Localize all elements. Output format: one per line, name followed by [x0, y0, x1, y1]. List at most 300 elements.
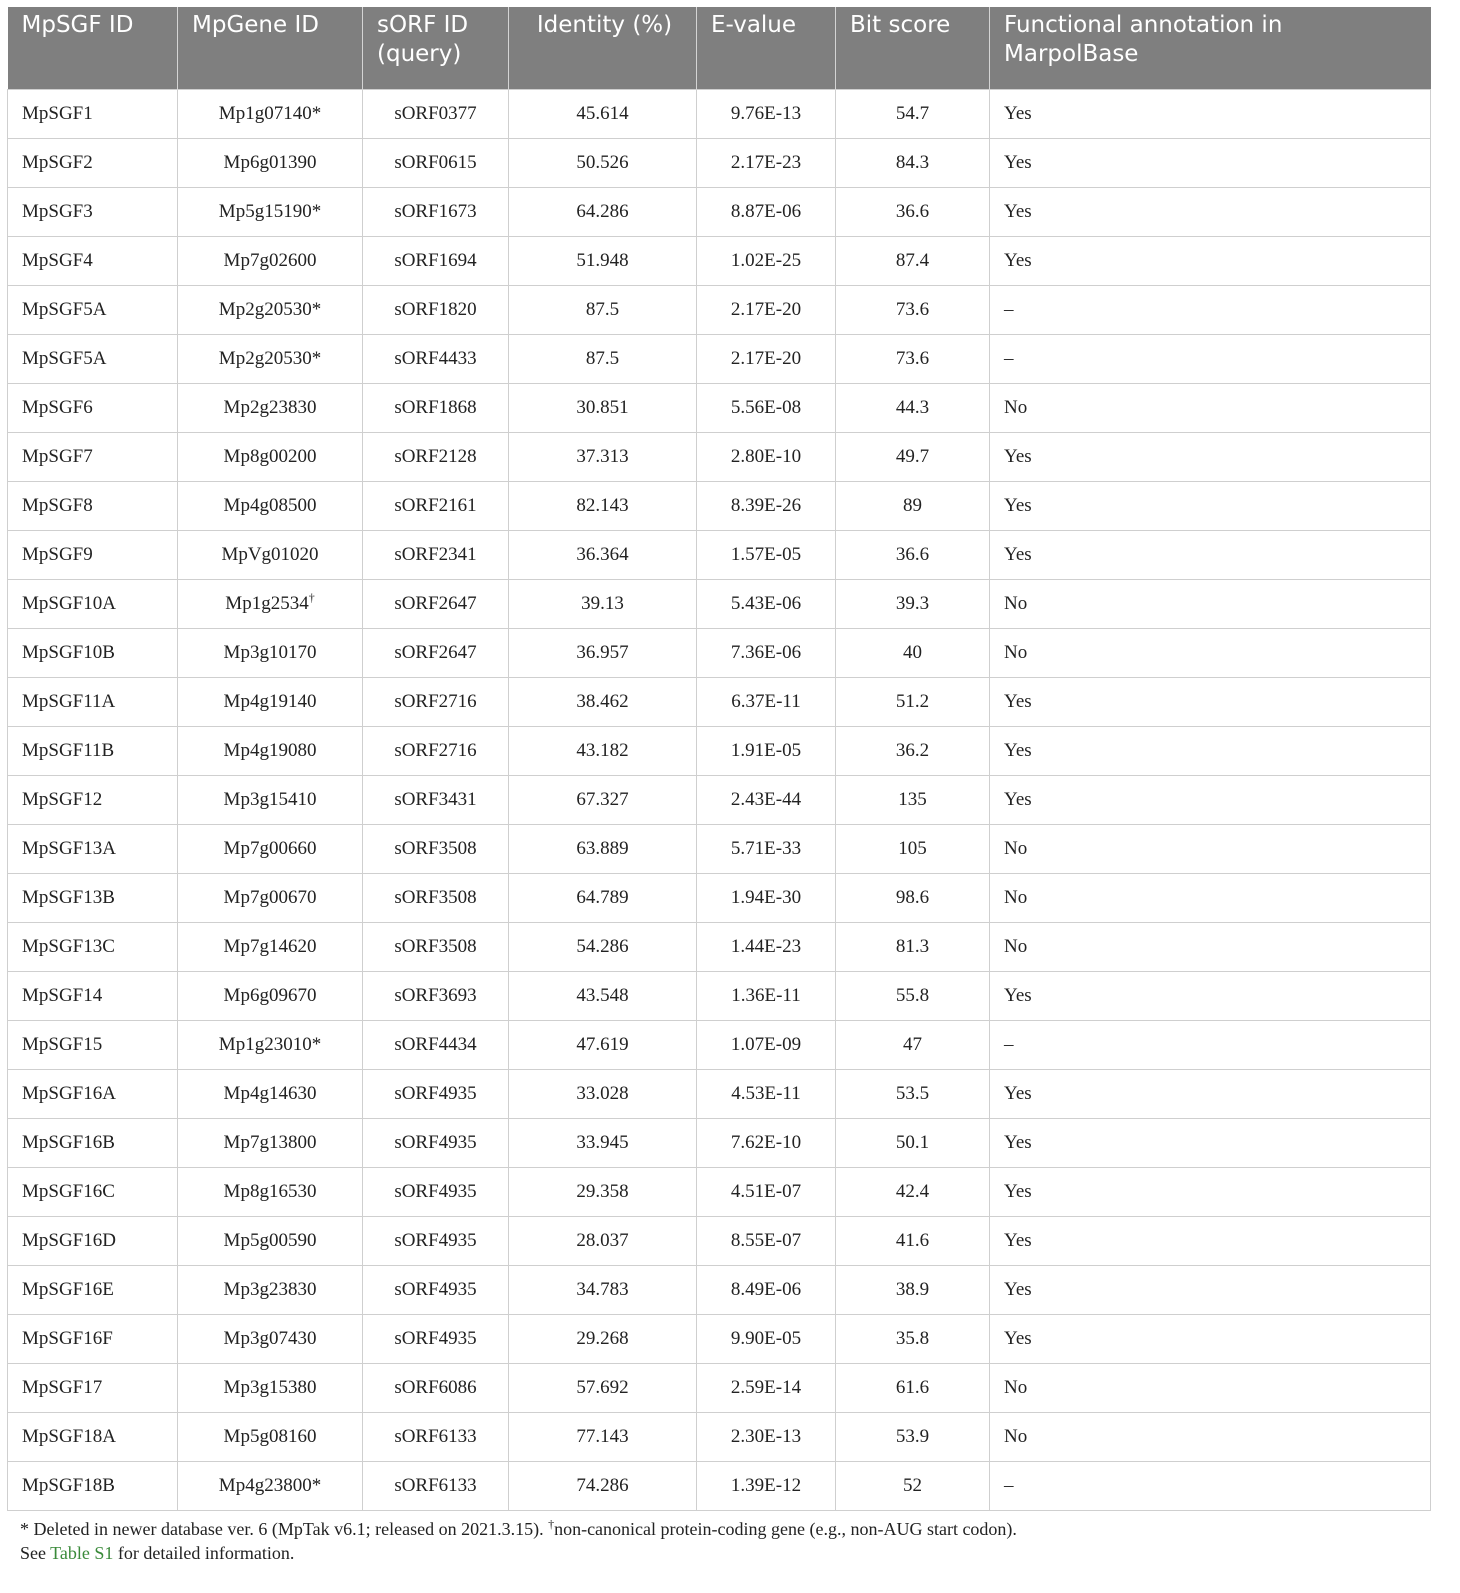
cell-e-value — [697, 775, 836, 824]
table-row — [8, 187, 1431, 236]
cell-text: No — [1004, 837, 1028, 859]
table-row — [8, 1167, 1431, 1216]
cell-text: 2.80E-10 — [730, 445, 802, 467]
cell-annotation — [990, 187, 1431, 236]
cell-text: 2.17E-20 — [730, 298, 802, 320]
cell-sorf-id — [363, 1167, 509, 1216]
table-row — [8, 677, 1431, 726]
table-row — [8, 1118, 1431, 1167]
cell-text: 5.71E-33 — [730, 837, 802, 859]
cell-text: 81.3 — [895, 935, 930, 957]
cell-text: 8.87E-06 — [730, 200, 802, 222]
table-s1-link[interactable]: Table S1 — [50, 1543, 114, 1563]
cell-text: 1.02E-25 — [730, 249, 802, 271]
cell-text: 49.7 — [895, 445, 930, 467]
cell-text: MpSGF16E — [22, 1278, 114, 1300]
cell-text: 67.327 — [576, 788, 629, 810]
cell-sorf-id — [363, 530, 509, 579]
cell-mpsgf-id — [8, 922, 178, 971]
cell-mpgene-id — [178, 1167, 363, 1216]
cell-mpsgf-id — [8, 530, 178, 579]
cell-mpsgf-id — [8, 873, 178, 922]
cell-annotation — [990, 138, 1431, 187]
cell-text: 43.182 — [576, 739, 629, 761]
cell-bit-score — [836, 481, 990, 530]
cell-mpgene-id — [178, 187, 363, 236]
cell-mpgene-id — [178, 1265, 363, 1314]
cell-bit-score — [836, 873, 990, 922]
header-sorf-id: sORF ID (query) — [363, 7, 509, 89]
table-row — [8, 138, 1431, 187]
cell-annotation — [990, 1167, 1431, 1216]
cell-text: sORF4935 — [394, 1180, 477, 1202]
cell-sorf-id — [363, 677, 509, 726]
cell-text: sORF1868 — [394, 396, 477, 418]
cell-sorf-id — [363, 383, 509, 432]
cell-sorf-id — [363, 334, 509, 383]
table-row — [8, 726, 1431, 775]
cell-text: 89 — [903, 494, 922, 516]
cell-text: 35.8 — [895, 1327, 930, 1349]
table-row — [8, 1216, 1431, 1265]
cell-text: – — [1004, 347, 1014, 369]
cell-e-value — [697, 1265, 836, 1314]
cell-text: 50.526 — [576, 151, 629, 173]
cell-text: 1.57E-05 — [730, 543, 802, 565]
cell-text: 98.6 — [895, 886, 930, 908]
cell-text: 4.51E-07 — [730, 1180, 802, 1202]
cell-text: sORF1694 — [394, 249, 477, 271]
cell-text: sORF0615 — [394, 151, 477, 173]
table-footnote — [20, 1517, 1440, 1565]
cell-text: 45.614 — [576, 102, 629, 124]
cell-annotation — [990, 726, 1431, 775]
cell-text: MpSGF18A — [22, 1425, 116, 1447]
cell-sorf-id — [363, 1363, 509, 1412]
cell-identity — [509, 432, 697, 481]
cell-text: Mp1g23010* — [218, 1033, 322, 1055]
cell-annotation — [990, 1412, 1431, 1461]
cell-text: Mp4g14630 — [223, 1082, 317, 1104]
cell-annotation — [990, 1216, 1431, 1265]
cell-e-value — [697, 677, 836, 726]
cell-text: Mp6g09670 — [223, 984, 317, 1006]
cell-sorf-id — [363, 432, 509, 481]
cell-annotation — [990, 236, 1431, 285]
cell-sorf-id — [363, 89, 509, 138]
cell-text: Mp3g10170 — [223, 641, 317, 663]
cell-text: No — [1004, 1425, 1028, 1447]
cell-text: 54.286 — [576, 935, 629, 957]
cell-mpgene-id — [178, 285, 363, 334]
table-row — [8, 628, 1431, 677]
cell-text: Mp4g08500 — [223, 494, 317, 516]
cell-annotation — [990, 579, 1431, 628]
cell-mpgene-id — [178, 530, 363, 579]
cell-identity — [509, 775, 697, 824]
header-bit-score: Bit score — [836, 7, 990, 89]
cell-text: 6.37E-11 — [731, 690, 801, 712]
cell-text: MpSGF16B — [22, 1131, 115, 1153]
cell-text: 36.957 — [576, 641, 629, 663]
cell-text: 53.5 — [895, 1082, 930, 1104]
cell-sorf-id — [363, 481, 509, 530]
cell-text: 34.783 — [576, 1278, 629, 1300]
cell-sorf-id — [363, 628, 509, 677]
cell-mpsgf-id — [8, 677, 178, 726]
cell-bit-score — [836, 1069, 990, 1118]
cell-text: 50.1 — [895, 1131, 930, 1153]
cell-text: Mp4g23800* — [218, 1474, 322, 1496]
cell-annotation — [990, 922, 1431, 971]
cell-mpgene-id — [178, 1314, 363, 1363]
cell-bit-score — [836, 187, 990, 236]
cell-mpgene-id — [178, 628, 363, 677]
cell-mpsgf-id — [8, 1461, 178, 1510]
table-row — [8, 873, 1431, 922]
mpsgf-table — [7, 7, 1431, 1511]
cell-e-value — [697, 922, 836, 971]
cell-annotation — [990, 89, 1431, 138]
cell-text: MpSGF16F — [22, 1327, 113, 1349]
cell-text: Yes — [1004, 1082, 1032, 1104]
cell-text: 38.9 — [895, 1278, 930, 1300]
cell-text: Mp1g07140* — [218, 102, 322, 124]
footnote-noncanonical-note: non-canonical protein-coding gene (e.g., non-AUG start codon). — [554, 1519, 1017, 1539]
cell-text: 64.789 — [576, 886, 629, 908]
table-row — [8, 1020, 1431, 1069]
cell-e-value — [697, 138, 836, 187]
footnote-line-2 — [20, 1541, 1440, 1565]
cell-identity — [509, 628, 697, 677]
cell-text: 29.358 — [576, 1180, 629, 1202]
cell-text: 135 — [898, 788, 927, 810]
cell-identity — [509, 334, 697, 383]
cell-text: 9.76E-13 — [730, 102, 802, 124]
cell-bit-score — [836, 432, 990, 481]
cell-text: 33.028 — [576, 1082, 629, 1104]
cell-text: sORF2647 — [394, 592, 477, 614]
cell-text: Yes — [1004, 1229, 1032, 1251]
cell-text: MpSGF12 — [22, 788, 103, 810]
cell-text: Mp2g23830 — [223, 396, 317, 418]
cell-text: Mp3g07430 — [223, 1327, 317, 1349]
cell-e-value — [697, 1167, 836, 1216]
table-row — [8, 1069, 1431, 1118]
cell-mpsgf-id — [8, 579, 178, 628]
cell-identity — [509, 187, 697, 236]
cell-mpgene-id — [178, 726, 363, 775]
cell-identity — [509, 1118, 697, 1167]
cell-text: Yes — [1004, 200, 1032, 222]
cell-bit-score — [836, 628, 990, 677]
cell-text: Mp5g08160 — [223, 1425, 317, 1447]
cell-text: 2.17E-20 — [730, 347, 802, 369]
cell-text: 51.948 — [576, 249, 629, 271]
table-row — [8, 334, 1431, 383]
cell-text: No — [1004, 641, 1028, 663]
cell-mpgene-id — [178, 1363, 363, 1412]
cell-text: sORF4935 — [394, 1327, 477, 1349]
cell-mpgene-id — [178, 579, 363, 628]
cell-text: 5.43E-06 — [730, 592, 802, 614]
cell-text: Mp6g01390 — [223, 151, 317, 173]
cell-annotation — [990, 383, 1431, 432]
cell-e-value — [697, 481, 836, 530]
cell-text: 28.037 — [576, 1229, 629, 1251]
cell-text: 41.6 — [895, 1229, 930, 1251]
cell-text: MpSGF16D — [22, 1229, 116, 1251]
cell-text: 57.692 — [576, 1376, 629, 1398]
cell-text: Yes — [1004, 1327, 1032, 1349]
cell-text: sORF0377 — [394, 102, 477, 124]
cell-text: 8.39E-26 — [730, 494, 802, 516]
cell-identity — [509, 922, 697, 971]
footnote-deleted-note: * Deleted in newer database ver. 6 (MpTak v6.1; released on 2021.3.15). — [20, 1519, 549, 1539]
cell-text: 5.56E-08 — [730, 396, 802, 418]
cell-mpgene-id — [178, 677, 363, 726]
cell-text: MpSGF17 — [22, 1376, 103, 1398]
cell-text: 74.286 — [576, 1474, 629, 1496]
table-row — [8, 1461, 1431, 1510]
cell-text: 33.945 — [576, 1131, 629, 1153]
cell-mpsgf-id — [8, 971, 178, 1020]
cell-annotation — [990, 1069, 1431, 1118]
cell-mpsgf-id — [8, 1412, 178, 1461]
cell-text: MpSGF7 — [22, 445, 93, 467]
cell-sorf-id — [363, 1069, 509, 1118]
cell-sorf-id — [363, 1314, 509, 1363]
cell-text: MpSGF13B — [22, 886, 115, 908]
cell-mpsgf-id — [8, 775, 178, 824]
table-row — [8, 971, 1431, 1020]
cell-e-value — [697, 530, 836, 579]
cell-text: 4.53E-11 — [731, 1082, 801, 1104]
cell-text: MpSGF4 — [22, 249, 93, 271]
cell-text: MpSGF5A — [22, 298, 107, 320]
cell-e-value — [697, 285, 836, 334]
cell-identity — [509, 579, 697, 628]
cell-text: 36.2 — [895, 739, 930, 761]
cell-text: 54.7 — [895, 102, 930, 124]
cell-e-value — [697, 383, 836, 432]
cell-sorf-id — [363, 726, 509, 775]
header-functional-annotation: Functional annotation in MarpolBase — [990, 7, 1431, 89]
cell-text: 77.143 — [576, 1425, 629, 1447]
cell-sorf-id — [363, 824, 509, 873]
cell-text: Yes — [1004, 1131, 1032, 1153]
cell-text: Yes — [1004, 249, 1032, 271]
cell-text: MpSGF9 — [22, 543, 93, 565]
table-row — [8, 530, 1431, 579]
cell-text: Yes — [1004, 1278, 1032, 1300]
header-mpgene-id: MpGene ID — [178, 7, 363, 89]
cell-text: sORF1673 — [394, 200, 477, 222]
cell-annotation — [990, 1363, 1431, 1412]
cell-identity — [509, 873, 697, 922]
cell-identity — [509, 236, 697, 285]
cell-text: 2.59E-14 — [730, 1376, 802, 1398]
table-row — [8, 285, 1431, 334]
cell-mpsgf-id — [8, 432, 178, 481]
cell-text: 30.851 — [576, 396, 629, 418]
cell-mpsgf-id — [8, 138, 178, 187]
cell-identity — [509, 1314, 697, 1363]
cell-identity — [509, 530, 697, 579]
cell-text: 73.6 — [895, 347, 930, 369]
table-body — [8, 89, 1431, 1510]
cell-mpsgf-id — [8, 726, 178, 775]
cell-bit-score — [836, 383, 990, 432]
cell-bit-score — [836, 1363, 990, 1412]
cell-text: 55.8 — [895, 984, 930, 1006]
cell-text: MpSGF10B — [22, 641, 115, 663]
cell-mpsgf-id — [8, 89, 178, 138]
cell-text: Yes — [1004, 739, 1032, 761]
cell-text: Mp4g19080 — [223, 739, 317, 761]
cell-e-value — [697, 824, 836, 873]
cell-annotation — [990, 432, 1431, 481]
table-row — [8, 383, 1431, 432]
cell-text: No — [1004, 886, 1028, 908]
cell-text: MpSGF15 — [22, 1033, 103, 1055]
table-row — [8, 579, 1431, 628]
table-row — [8, 824, 1431, 873]
cell-text: MpSGF14 — [22, 984, 103, 1006]
cell-mpsgf-id — [8, 285, 178, 334]
cell-text: sORF3693 — [394, 984, 477, 1006]
cell-identity — [509, 138, 697, 187]
cell-text: No — [1004, 592, 1028, 614]
cell-mpsgf-id — [8, 1167, 178, 1216]
cell-mpgene-id — [178, 922, 363, 971]
cell-bit-score — [836, 138, 990, 187]
cell-mpsgf-id — [8, 383, 178, 432]
cell-text: MpSGF16C — [22, 1180, 115, 1202]
cell-text: 8.55E-07 — [730, 1229, 802, 1251]
cell-sorf-id — [363, 922, 509, 971]
cell-text: 87.5 — [585, 347, 620, 369]
cell-text: 7.36E-06 — [730, 641, 802, 663]
cell-annotation — [990, 677, 1431, 726]
cell-bit-score — [836, 89, 990, 138]
cell-mpgene-id — [178, 432, 363, 481]
header-mpsgf-id: MpSGF ID — [8, 7, 178, 89]
table-row — [8, 481, 1431, 530]
cell-text: No — [1004, 935, 1028, 957]
table-row — [8, 1314, 1431, 1363]
cell-sorf-id — [363, 971, 509, 1020]
cell-mpgene-id — [178, 1118, 363, 1167]
cell-e-value — [697, 1020, 836, 1069]
cell-bit-score — [836, 824, 990, 873]
cell-text: Mp3g15410 — [223, 788, 317, 810]
cell-text: sORF3431 — [394, 788, 477, 810]
cell-sorf-id — [363, 187, 509, 236]
cell-text: 87.4 — [895, 249, 930, 271]
cell-text: sORF2161 — [394, 494, 477, 516]
cell-text: MpSGF13C — [22, 935, 115, 957]
cell-sorf-id — [363, 1118, 509, 1167]
cell-bit-score — [836, 579, 990, 628]
cell-e-value — [697, 1363, 836, 1412]
cell-text: sORF3508 — [394, 935, 477, 957]
cell-identity — [509, 1461, 697, 1510]
cell-annotation — [990, 1314, 1431, 1363]
cell-text: MpSGF10A — [22, 592, 116, 614]
cell-text: 1.36E-11 — [731, 984, 801, 1006]
cell-identity — [509, 824, 697, 873]
cell-e-value — [697, 726, 836, 775]
cell-e-value — [697, 579, 836, 628]
cell-identity — [509, 1167, 697, 1216]
cell-text: – — [1004, 298, 1014, 320]
cell-sorf-id — [363, 236, 509, 285]
cell-text: Yes — [1004, 445, 1032, 467]
cell-sorf-id — [363, 873, 509, 922]
table-row — [8, 1265, 1431, 1314]
cell-annotation — [990, 824, 1431, 873]
cell-e-value — [697, 432, 836, 481]
cell-annotation — [990, 775, 1431, 824]
table-row — [8, 1363, 1431, 1412]
cell-mpsgf-id — [8, 481, 178, 530]
cell-mpgene-id — [178, 138, 363, 187]
cell-text: sORF2128 — [394, 445, 477, 467]
cell-annotation — [990, 481, 1431, 530]
cell-mpgene-id — [178, 1412, 363, 1461]
cell-text: 40 — [903, 641, 922, 663]
table-row — [8, 89, 1431, 138]
cell-text: 1.39E-12 — [730, 1474, 802, 1496]
cell-identity — [509, 726, 697, 775]
cell-mpgene-id — [178, 1216, 363, 1265]
cell-mpsgf-id — [8, 187, 178, 236]
cell-text: 53.9 — [895, 1425, 930, 1447]
cell-text: Mp2g20530* — [218, 298, 322, 320]
cell-text: 64.286 — [576, 200, 629, 222]
cell-mpgene-id — [178, 1069, 363, 1118]
cell-sorf-id — [363, 775, 509, 824]
cell-sorf-id — [363, 1265, 509, 1314]
cell-text: MpSGF5A — [22, 347, 107, 369]
cell-e-value — [697, 1412, 836, 1461]
cell-text: Yes — [1004, 788, 1032, 810]
cell-text: Yes — [1004, 102, 1032, 124]
footnote-dagger: † — [548, 1517, 555, 1531]
cell-sorf-id — [363, 285, 509, 334]
cell-text: MpSGF6 — [22, 396, 93, 418]
cell-annotation — [990, 1265, 1431, 1314]
cell-mpsgf-id — [8, 1118, 178, 1167]
cell-text: sORF4935 — [394, 1131, 477, 1153]
cell-sorf-id — [363, 1020, 509, 1069]
cell-bit-score — [836, 726, 990, 775]
cell-identity — [509, 971, 697, 1020]
cell-mpsgf-id — [8, 1363, 178, 1412]
cell-e-value — [697, 971, 836, 1020]
cell-text: Yes — [1004, 494, 1032, 516]
cell-text: 1.44E-23 — [730, 935, 802, 957]
cell-text: sORF4434 — [394, 1033, 477, 1055]
cell-mpgene-id — [178, 383, 363, 432]
cell-bit-score — [836, 677, 990, 726]
cell-text: 61.6 — [895, 1376, 930, 1398]
cell-sorf-id — [363, 579, 509, 628]
cell-identity — [509, 383, 697, 432]
cell-mpgene-id — [178, 971, 363, 1020]
cell-e-value — [697, 1461, 836, 1510]
